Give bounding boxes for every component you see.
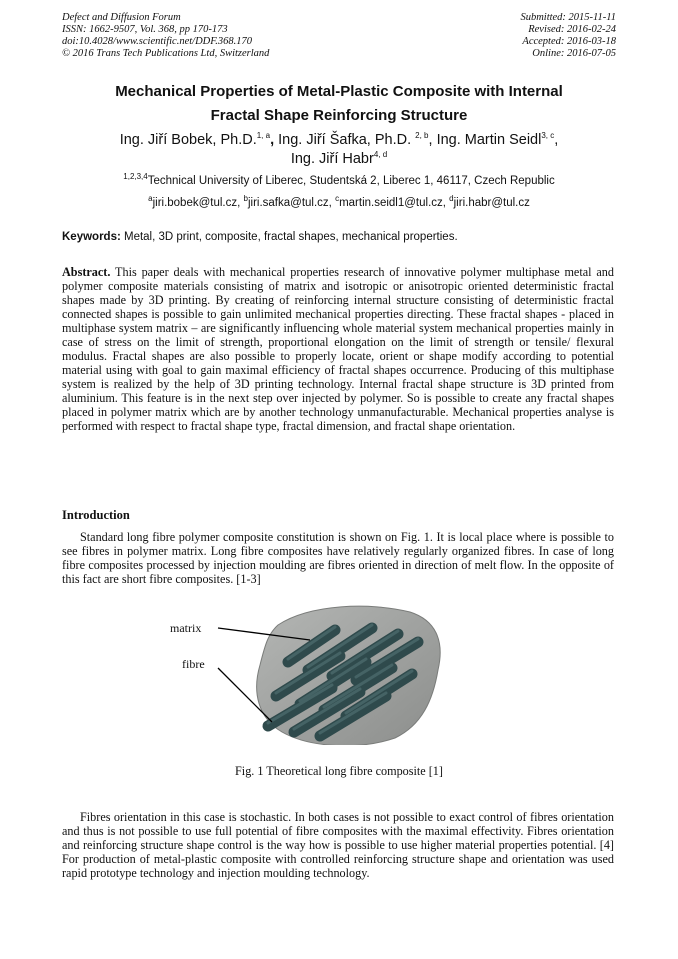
journal-doi: doi:10.4028/www.scientific.net/DDF.368.170 xyxy=(62,36,253,47)
paper-title xyxy=(62,80,616,128)
keywords-label: Keywords: xyxy=(62,231,121,243)
journal-copyright: © 2016 Trans Tech Publications Ltd, Switzerland xyxy=(62,48,270,59)
author-2: Ing. Jiří Šafka, Ph.D. xyxy=(278,132,412,148)
keywords xyxy=(62,231,616,243)
author-list: Ing. Jiří Bobek, Ph.D.$^{1, a}$, Ing. Jiří Šafka, Ph.D. $^{2, b}$, Ing. Martin Seidl$^{3, c}$, Ing. Jiří Habr$^{4, d}$ xyxy=(119,131,559,167)
journal-info xyxy=(62,12,269,60)
email-b-sup: b xyxy=(243,194,248,204)
author-emails: $^a$jiri.bobek@tul.cz, $^b$jiri.safka@tul.cz, $^c$martin.seidl1@tul.cz, $^d$jiri.habr@tul.cz xyxy=(148,194,530,209)
abstract-text: This paper deals with mechanical properties research of innovative polymer multiphase metal and polymer composite materials consisting of matrix and isotropic or anisotropic oriented deterministic fractal shapes made by 3D printing. By creating of reinforcing internal structure consisting of deterministic fractal connected shapes is possible to gain unlimited mechanical properties directing. These fractal shapes - placed in multiphase system matrix – are significantly influencing whole material system mechanical properties mainly in case of stress on the limit of strength, proportional elongation on the limit of strength or tensile/ flexural modulus. Fractal shapes are also possible to properly locate, orient or shape modify according to potential material using with goal to gain maximal efficiency of fractal shapes occurrence. Producing of this multiphase system is realized by the help of 3D printing technology. Internal fractal shape structure is 3D printed from aluminium. This feature is in the next step over injected by polymer. So is possible to create any fractal shapes placed in polymer matrix which are by another technology unmanufacturable. Mechanical properties analyse is performed with respect to fractal shape type, fractal dimension, and fractal shape orientation. xyxy=(62,265,614,433)
email-b[interactable]: jiri.safka@tul.cz xyxy=(247,197,329,209)
author-3-sup: 3, c xyxy=(541,131,555,141)
author-1-sup: 1, a xyxy=(256,131,271,141)
abstract-label: Abstract. xyxy=(62,265,111,279)
author-2-sup: 2, b xyxy=(415,131,429,141)
author-4-sup: 4, d xyxy=(373,150,388,160)
keywords-text: Metal, 3D print, composite, fractal shapes, mechanical properties. xyxy=(120,231,458,243)
email-a-sup: a xyxy=(148,194,153,204)
label-matrix: matrix xyxy=(170,621,202,635)
journal-name: Defect and Diffusion Forum xyxy=(62,12,181,23)
intro-paragraph-1: Standard long fibre polymer composite constitution is shown on Fig. 1. It is local place where is possible to see fibres in polymer matrix. Long fibre composites have relatively regularly organized fibres. In case of long fibre composites processed by injection moulding are fibres oriented in direction of melt flow. In the opposite of this fact are short fibre composites. [1-3] xyxy=(62,530,614,586)
author-4: Ing. Jiří Habr xyxy=(290,151,374,167)
author-3: Ing. Martin Seidl xyxy=(436,132,542,148)
label-fibre: fibre xyxy=(182,657,205,671)
date-accepted: Accepted: 2016-03-18 xyxy=(522,36,616,47)
publication-dates xyxy=(520,12,616,60)
date-submitted: Submitted: 2015-11-11 xyxy=(520,12,616,23)
author-1: Ing. Jiří Bobek, Ph.D. xyxy=(119,132,257,148)
figure-1 xyxy=(160,600,460,745)
figure-1-caption: Fig. 1 Theoretical long fibre composite [1] xyxy=(235,764,443,778)
email-d[interactable]: jiri.habr@tul.cz xyxy=(453,197,530,209)
affiliation xyxy=(62,172,616,187)
email-d-sup: d xyxy=(449,194,454,204)
section-heading-introduction: Introduction xyxy=(62,508,130,522)
journal-issn: ISSN: 1662-9507, Vol. 368, pp 170-173 xyxy=(62,24,228,35)
email-c-sup: c xyxy=(335,194,340,204)
intro-paragraph-2: Fibres orientation in this case is stochastic. In both cases is not possible to exact control of fibres orientation and thus is not possible to use full potential of fibre composites with the maximal effectivity. Fibres orientation and reinforcing structure shape control is the way how is possible to use higher material properties potential. [4] For production of metal-plastic composite with controlled reinforcing structure shape and orientation was used rapid prototype technology and injection moulding technology. xyxy=(62,810,614,880)
email-a[interactable]: jiri.bobek@tul.cz xyxy=(152,197,238,209)
affiliation-text: Technical University of Liberec, Studentská 2, Liberec 1, 46117, Czech Republic xyxy=(147,175,555,187)
date-revised: Revised: 2016-02-24 xyxy=(528,24,616,35)
date-online: Online: 2016-07-05 xyxy=(532,48,616,59)
affiliation-sup: 1,2,3,4 xyxy=(123,172,148,182)
abstract xyxy=(62,265,614,433)
email-c[interactable]: martin.seidl1@tul.cz xyxy=(339,197,443,209)
title-line-1: Mechanical Properties of Metal-Plastic Composite with Internal xyxy=(115,83,563,100)
title-line-2: Fractal Shape Reinforcing Structure xyxy=(210,107,468,124)
